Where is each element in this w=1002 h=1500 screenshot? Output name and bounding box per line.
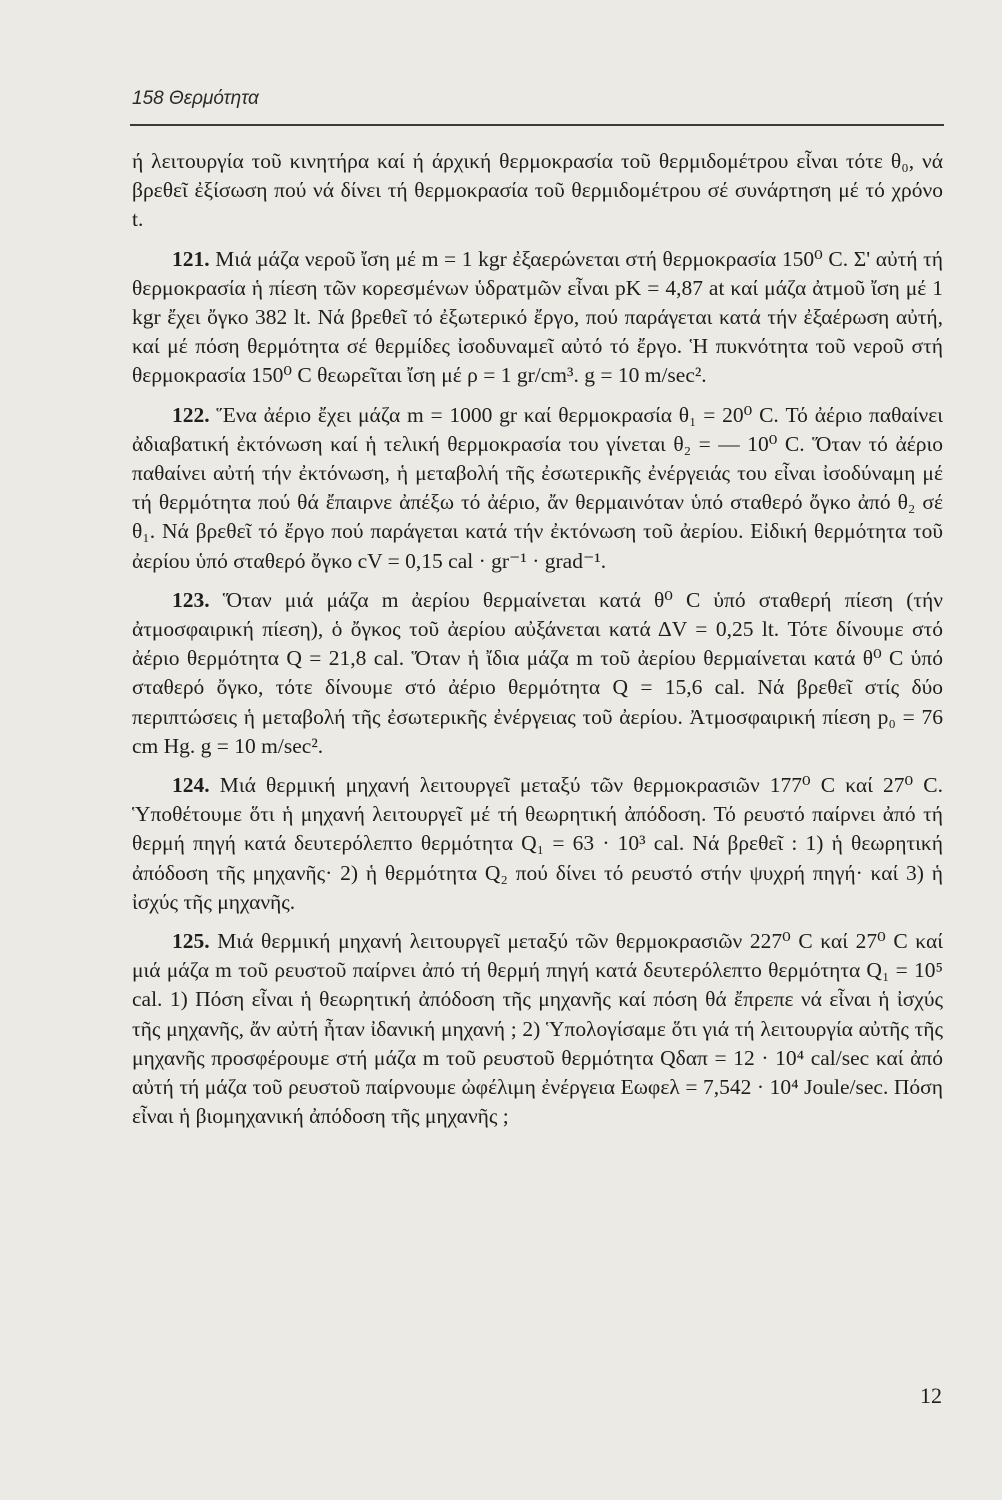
problem-124 bbox=[132, 771, 943, 917]
signature-mark: 12 bbox=[920, 1383, 942, 1408]
problem-text: Μιά θερμική μηχανή λειτουργεῖ μεταξύ τῶν θερμοκρασιῶν 177⁰ C καί 27⁰ C. Ὑποθέτουμε ὅτι ἡ μηχανή λειτουργεῖ μέ τή θεωρητική ἀπόδοση. Τό ρευστό παίρνει ἀπό τή θερμή πηγή κατά δευτερόλεπτο θερμότητα Q₁ = 63 · 10³ cal. Νά βρεθεῖ : 1) ἡ θεωρητική ἀπόδοση τῆς μηχανῆς· 2) ἡ θερμότητα Q₂ πού δίνει τό ρευστό στήν ψυχρή πηγή· καί 3) ἡ ἰσχύς τῆς μηχανῆς. bbox=[132, 773, 943, 914]
page-body bbox=[132, 147, 943, 1142]
problem-123 bbox=[132, 586, 943, 761]
problem-number: 122. bbox=[172, 402, 210, 427]
problem-text: Ὅταν μιά μάζα m ἀερίου θερμαίνεται κατά θ⁰ C ὑπό σταθερή πίεση (τήν ἀτμοσφαιρική πίεση), ὁ ὄγκος τοῦ ἀερίου αὐξάνεται κατά ΔV = 0,25 lt. Τότε δίνουμε στό ἀέριο θερμότητα Q = 21,8 cal. Ὅταν ἡ ἴδια μάζα m τοῦ ἀερίου θερμαίνεται κατά θ⁰ C ὑπό σταθερό ὄγκο, τότε δίνουμε στό ἀέριο θερμότητα Q = 15,6 cal. Νά βρεθεῖ στίς δύο περιπτώσεις ἡ μεταβολή τῆς ἐσωτερικῆς ἐνέργειας τοῦ ἀερίου. Ἀτμοσφαιρική πίεση p₀ = 76 cm Hg. g = 10 m/sec². bbox=[132, 587, 944, 758]
problem-number: 121. bbox=[172, 246, 210, 271]
problem-number: 123. bbox=[172, 587, 210, 612]
problem-text: Μιά μάζα νεροῦ ἴση μέ m = 1 kgr ἐξαερώνεται στή θερμοκρασία 150⁰ C. Σ' αὐτή τή θερμοκρασία ἡ πίεση τῶν κορεσμένων ὑδρατμῶν εἶναι pK = 4,87 at καί μάζα ἀτμοῦ ἴση μέ 1 kgr ἔχει ὄγκο 382 lt. Νά βρεθεῖ τό ἐξωτερικό ἔργο, πού παράγεται κατά τήν ἐξαέρωση αὐτή, καί μέ πόση θερμότητα σέ θερμίδες ἰσοδυναμεῖ αὐτό τό ἔργο. Ἡ πυκνότητα τοῦ νεροῦ στή θερμοκρασία 150⁰ C θεωρεῖται ἴση μέ ρ = 1 gr/cm³. g = 10 m/sec². bbox=[132, 246, 944, 388]
continuation-paragraph: ή λειτουργία τοῦ κινητήρα καί ή άρχική θερμοκρασία τοῦ θερμιδομέτρου εἶναι τότε θ₀, νά βρεθεῖ ἐξίσωση πού νά δίνει τή θερμοκρασία τοῦ θερμιδομέτρου σέ συνάρτηση μέ τό χρόνο t. bbox=[132, 149, 943, 232]
problem-text: Μιά θερμική μηχανή λειτουργεῖ μεταξύ τῶν θερμοκρασιῶν 227⁰ C καί 27⁰ C καί μιά μάζα m τοῦ ρευστοῦ παίρνει ἀπό τή θερμή πηγή κατά δευτερόλεπτο θερμότητα Q₁ = 10⁵ cal. 1) Πόση εἶναι ἡ θεωρητική ἀπόδοση τῆς μηχανῆς καί πόση θά ἔπρεπε νά εἶναι ἡ ἰσχύς τῆς μηχανῆς, ἄν αὐτή ἦταν ἰδανική μηχανή ; 2) Ὑπολογίσαμε ὅτι γιά τή λειτουργία αὐτῆς τῆς μηχανῆς προσφέρουμε στή μάζα m τοῦ ρευστοῦ θερμότητα Qδαπ = 12 · 10⁴ cal/sec καί ἀπό αὐτή τή μάζα τοῦ ρευστοῦ παίρνουμε ὠφέλιμη ἐνέργεια Eωφελ = 7,542 · 10⁴ Joule/sec. Πόση εἶναι ἡ βιομηχανική ἀπόδοση τῆς μηχανῆς ; bbox=[132, 929, 943, 1129]
problem-122 bbox=[132, 401, 943, 576]
running-head: 158 Θερμότητα bbox=[132, 88, 259, 109]
problem-number: 125. bbox=[172, 929, 210, 954]
problem-125 bbox=[132, 927, 943, 1131]
problem-number: 124. bbox=[172, 773, 210, 798]
header-rule bbox=[130, 124, 944, 126]
problem-121 bbox=[132, 245, 943, 391]
problem-text: Ἕνα ἀέριο ἔχει μάζα m = 1000 gr καί θερμοκρασία θ₁ = 20⁰ C. Τό ἀέριο παθαίνει ἀδιαβατική ἐκτόνωση καί ἡ τελική θερμοκρασία του γίνεται θ₂ = — 10⁰ C. Ὅταν τό ἀέριο παθαίνει αὐτή τήν ἐκτόνωση, ἡ μεταβολή τῆς ἐσωτερικῆς ἐνέργειάς του εἶναι ἰσοδύναμη μέ τή θερμότητα πού θά ἔπαιρνε ἀπέξω τό ἀέριο, ἄν θερμαινόταν ὑπό σταθερό ὄγκο ἀπό θ₂ σέ θ₁. Νά βρεθεῖ τό ἔργο πού παράγεται κατά τήν ἐκτόνωση τοῦ ἀερίου. Εἰδική θερμότητα τοῦ ἀερίου ὑπό σταθερό ὄγκο cV = 0,15 cal · gr⁻¹ · grad⁻¹. bbox=[132, 402, 944, 573]
